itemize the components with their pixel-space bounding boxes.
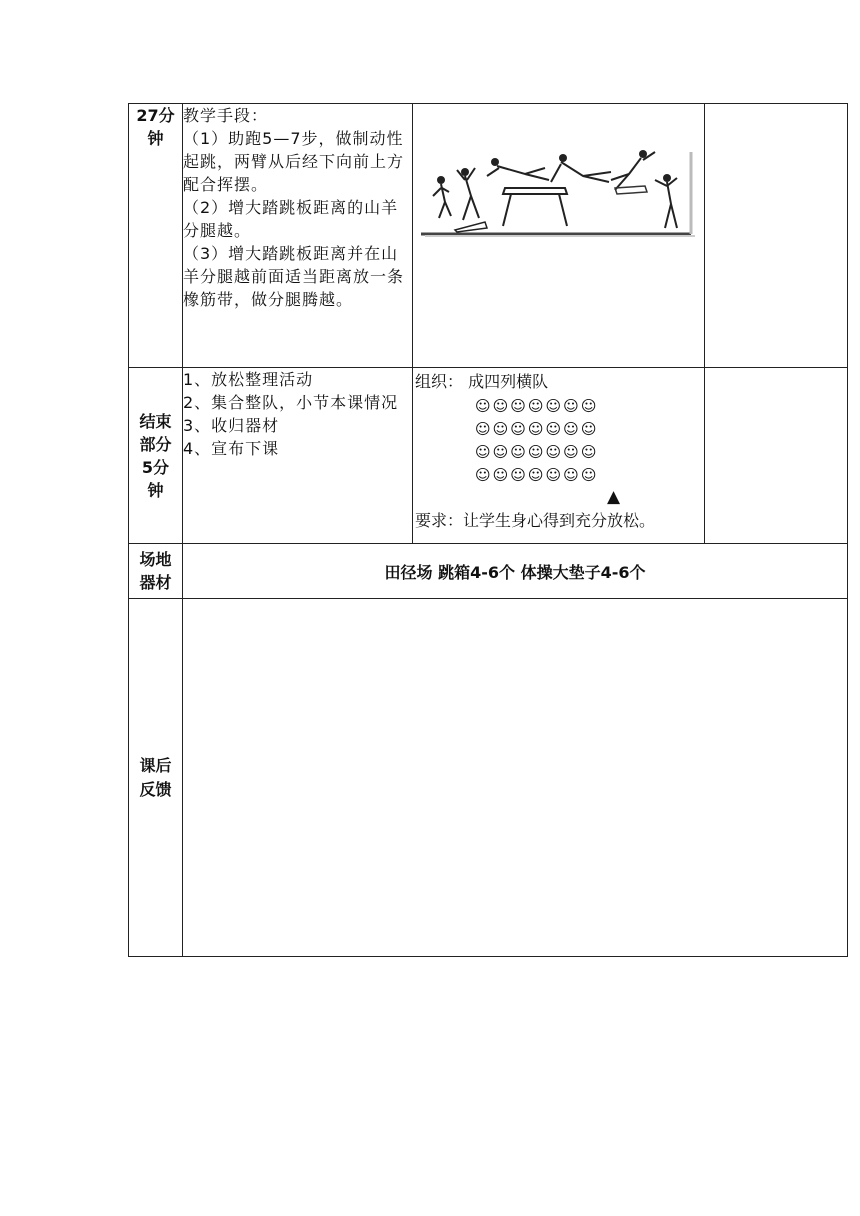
ending-time-cell: [129, 368, 183, 544]
method-title: 教学手段：: [183, 106, 269, 125]
ending-time-line1: 结束: [139, 411, 172, 431]
ending-time-line3: 5分: [141, 457, 170, 477]
practice-illustration-cell: [413, 104, 705, 368]
practice-method-cell: [183, 104, 413, 368]
ending-organization-cell: [413, 368, 705, 544]
feedback-value-cell: [183, 599, 848, 957]
practice-time-cell: [129, 104, 183, 368]
equipment-value: 田径场 跳箱4-6个 体操大垫子4-6个: [183, 544, 848, 599]
teacher-marker-icon: ▲: [607, 487, 621, 507]
ending-content-cell: [183, 368, 413, 544]
ending-item-1: 1、放松整理活动: [183, 370, 314, 389]
ending-item-4: 4、宣布下课: [183, 439, 280, 458]
equipment-label-cell: [129, 544, 183, 599]
formation-row-2: ☺☺☺☺☺☺☺: [475, 420, 599, 438]
formation-row-4: ☺☺☺☺☺☺☺: [475, 466, 599, 484]
feedback-label-cell: [129, 599, 183, 957]
feedback-label-line2: 反馈: [139, 779, 172, 799]
practice-row: [129, 104, 848, 368]
method-step-1: （1）助跑5—7步，做制动性起跳，两臂从后经下向前上方配合挥摆。: [183, 129, 405, 194]
formation-row-1: ☺☺☺☺☺☺☺: [475, 397, 599, 415]
feedback-label-line1: 课后: [139, 755, 172, 775]
practice-notes-cell: [705, 104, 848, 368]
vault-illustration: [415, 148, 705, 248]
ending-time-line4: 钟: [147, 480, 164, 500]
ending-time-line2: 部分: [139, 434, 172, 454]
feedback-row: [129, 599, 848, 957]
practice-time-line1: 27分: [136, 106, 175, 125]
ending-notes-cell: [705, 368, 848, 544]
organization-title: 组织： 成四列横队: [415, 372, 549, 391]
ending-item-3: 3、收归器材: [183, 416, 280, 435]
method-step-2: （2）增大踏跳板距离的山羊分腿越。: [183, 198, 399, 240]
ending-item-2: 2、集合整队，小节本课情况: [183, 393, 399, 412]
ending-requirement: 要求：让学生身心得到充分放松。: [415, 511, 656, 530]
equipment-label-line2: 器材: [139, 573, 172, 592]
ending-row: [129, 368, 848, 544]
practice-time-line2: 钟: [147, 129, 164, 148]
method-step-3: （3）增大踏跳板距离并在山羊分腿越前面适当距离放一条橡筋带，做分腿腾越。: [183, 244, 405, 309]
formation-row-3: ☺☺☺☺☺☺☺: [475, 443, 599, 461]
equipment-row: [129, 544, 848, 599]
lesson-plan-table: [128, 103, 848, 957]
equipment-label-line1: 场地: [139, 550, 172, 569]
